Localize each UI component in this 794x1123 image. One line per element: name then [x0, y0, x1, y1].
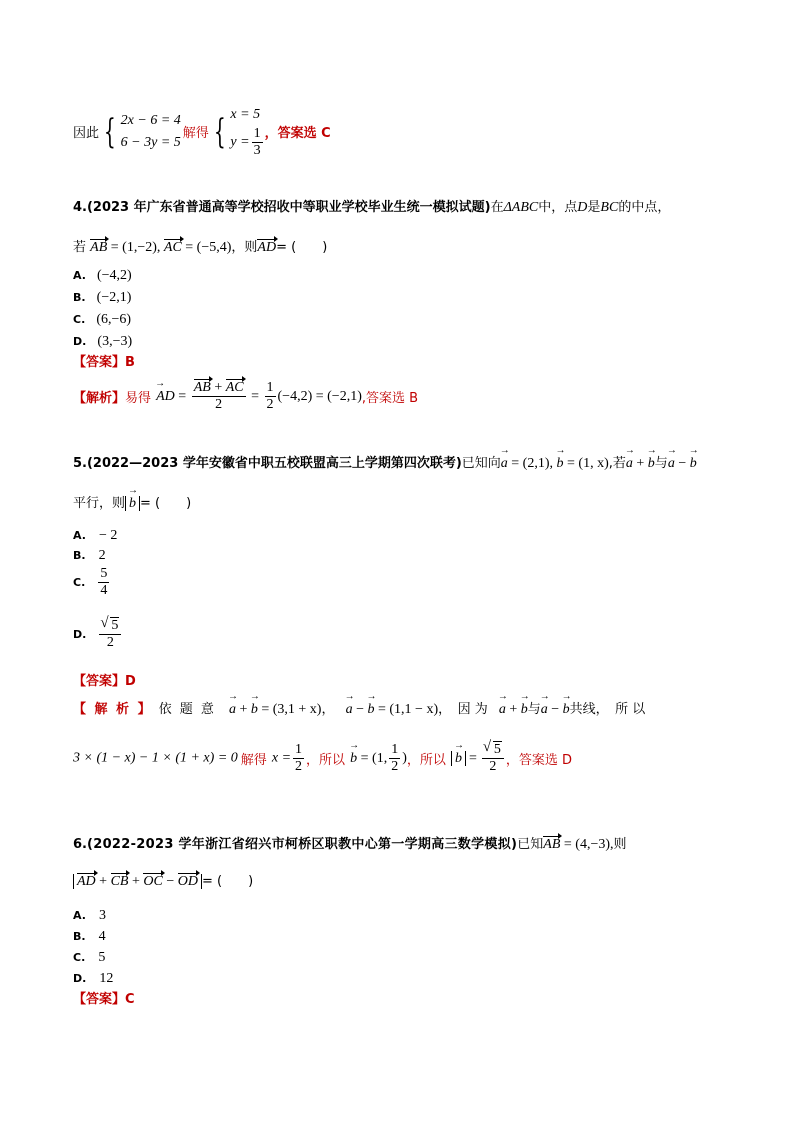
q5-option-b: B. 2	[73, 548, 106, 563]
q5-stem-line1: 5.(2022—2023 学年安徽省中职五校联盟高三上学期第四次联考)已知向→ a = (2,1), → b = (1, x),若→ a + → b与→ a − → b	[73, 452, 697, 472]
q4-option-b: B. (−2,1)	[73, 290, 132, 305]
solution-y: y = $\frac{1}{3}$	[230, 126, 261, 158]
top-solution	[73, 104, 331, 159]
q6-stem-line2: AD + CB + OC − OD = ( )	[73, 870, 253, 890]
q5-option-d: D. √ $\frac{5}{2}$	[73, 618, 123, 651]
q4-stem-text2: 中，点	[538, 200, 578, 215]
q5-option-c: C. $\frac{5}{4}$	[73, 566, 108, 598]
q4-stem-text: 在	[490, 200, 504, 215]
q4-stem-line2: 若 AB = (1,−2), AC = (−5,4)，则AD= ( )	[73, 240, 328, 255]
q5-source: (2022—2023 学年安徽省中职五校联盟高三上学期第四次联考)	[86, 456, 462, 471]
q4-source: (2023 年广东省普通高等学校招收中等职业学校毕业生统一模拟试题)	[86, 200, 491, 215]
q4-number: 4.	[73, 200, 87, 215]
equation-system	[121, 110, 181, 154]
top-answer: ，答案选 C	[264, 126, 331, 141]
equation-2: 6 − 3y = 5	[120, 134, 181, 150]
q4-cond-ac: = (−5,4)	[185, 240, 232, 255]
left-brace-solution: {	[213, 111, 226, 152]
q4-point: D	[577, 200, 588, 215]
q6-stem-line1: 6.(2022-2023 学年浙江省绍兴市柯桥区职教中心第一学期高三数学模拟)已知AB = (4,−3),则	[73, 837, 627, 852]
q4-option-d: D. (3,−3)	[73, 334, 133, 349]
yinci-label: 因此	[73, 126, 100, 141]
q5-stem-line2: 平行，则→ b = ( )	[73, 492, 191, 512]
q4-stem-text3: 是	[587, 200, 601, 215]
q6-option-c: C. 5	[73, 950, 106, 965]
q4-option-a: A. (−4,2)	[73, 268, 132, 283]
q4-answer: 【答案】B	[73, 355, 135, 370]
q6-option-d: D. 12	[73, 971, 114, 986]
q4-analysis: 【解析】易得 → AD = $\frac{AB + AC}{2}$ = $\frac{1}{2}$ (−4,2) = (−2,1),答案选 B	[73, 380, 418, 413]
q6-option-a: A. 3	[73, 908, 106, 923]
q4-ze: ，则	[231, 240, 258, 255]
q6-option-b: B. 4	[73, 929, 106, 944]
solution-system	[230, 104, 264, 159]
q6-answer: 【答案】C	[73, 992, 135, 1007]
q5-option-a: A. − 2	[73, 528, 118, 543]
q4-seg: BC	[600, 200, 619, 215]
q6-number: 6.	[73, 837, 87, 852]
solution-x: x = 5	[230, 107, 261, 122]
left-brace: {	[103, 111, 116, 152]
equation-1: 2x − 6 = 4	[120, 112, 181, 128]
q4-cond-ab: = (1,−2),	[110, 240, 161, 255]
q5-analysis-line2: 3 × (1 − x) − 1 × (1 + x) = 0 解得 x = $\frac{1}{2}$ ，所以 → b = (1, $\frac{1}{2}$ )，所以 → b = √ $\frac{5}{2}$ ，答案选 D	[73, 742, 572, 775]
q5-analysis-line1: 【 解 析 】 依 题 意 → a + → b = (3,1 + x)， → a − → b = (1,1 − x)， 因 为 → a + → b与→ a − → b共线， 所 以	[73, 698, 723, 718]
q4-analysis-tag: 【解析】	[73, 391, 126, 406]
q4-blank: = ( )	[276, 240, 328, 255]
q6-source: (2022-2023 学年浙江省绍兴市柯桥区职教中心第一学期高三数学模拟)	[86, 837, 518, 852]
q4-stem-text4: 的中点，	[618, 200, 671, 215]
q4-triangle: ΔABC	[503, 200, 539, 215]
q5-answer: 【答案】D	[73, 674, 136, 689]
q4-option-c: C. (6,−6)	[73, 312, 132, 327]
q5-number: 5.	[73, 456, 87, 471]
jiede-label: 解得	[182, 126, 209, 141]
q4-stem-line1	[73, 196, 670, 216]
q4-ruo: 若	[73, 240, 87, 255]
